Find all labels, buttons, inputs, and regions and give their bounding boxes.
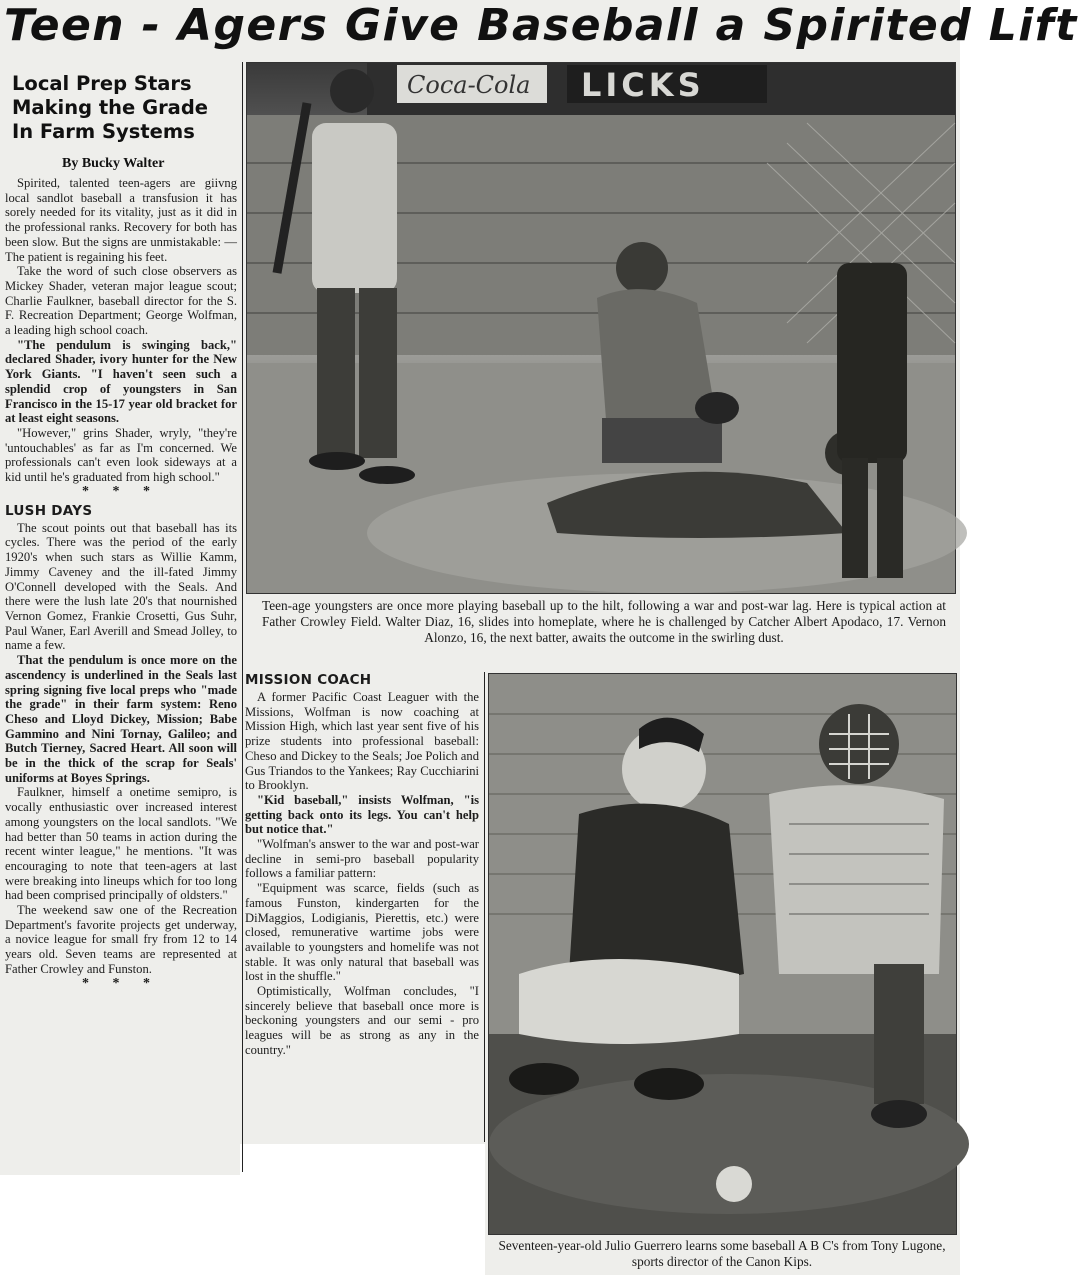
subhead-lush-days: LUSH DAYS (5, 502, 93, 519)
article-column-left (5, 176, 237, 991)
photo-home-plate-slide-drawing (247, 63, 955, 593)
section-divider-stars: * * * (82, 483, 160, 499)
photo-home-plate-slide (246, 62, 956, 594)
article-paragraph: The scout points out that baseball has its cycles. There was the period of the early 1920's when such stars as Willie Kamm, Jimmy Caveney and the ill-fated Jimmy O'Connell developed with the Seals. And there were the lush late 20's that nournished Vernon Gomez, Frankie Crosetti, Gus Suhr, Paul Waner, Earl Averill and Smead Jolley, to name a few. (5, 520, 237, 653)
article-paragraph: That the pendulum is once more on the ascendency is underlined in the Seals last spring signing five local preps who "made the grade" in their farm system: Reno Cheso and Lloyd Dickey, Mission; Babe Gammino and Nini Tornay, Galileo; and Butch Tierney, Sacred Heart. All soon will be in the thick of the scrap for Seals' uniforms at Boyes Springs. (5, 653, 237, 785)
section-divider-stars: * * * (82, 975, 160, 991)
article-paragraph: "The pendulum is swinging back," declared Shader, ivory hunter for the New York Giants. "I haven't seen such a splendid crop of youngsters in San Francisco in the 15-17 year old bracket for at least eight seasons. (5, 337, 237, 426)
baseball-icon (716, 1166, 752, 1202)
article-paragraph: "Equipment was scarce, fields (such as famous Funston, kindergarten for the DiMaggios, Lodigianis, Pierettis, etc.) were closed, remunerative wartime jobs were available to youngsters and homelife was not stable. It was only natural that baseball was lost in the shuffle." (245, 881, 479, 984)
article-paragraph: "However," grins Shader, wryly, "they're 'untouchables' as far as I'm concerned. We professionals can't even look sideways at a kid until he's graduated from high school." (5, 425, 237, 485)
article-paragraph: A former Pacific Coast Leaguer with the Missions, Wolfman is now coaching at Mission High, which last year sent five of his prize students into professional baseball: Cheso and Dickey to the Seals; Joe Polich and Gus Triandos to the Yankees; Ray Cucchiarini to Brooklyn. (245, 690, 479, 793)
photo-coach-and-catcher-drawing (489, 674, 956, 1234)
deck-headline: Local Prep Stars Making the Grade In Farm Systems (12, 72, 209, 143)
article-paragraph: Take the word of such close observers as Mickey Shader, veteran major league scout; Charlie Faulkner, baseball director for the S. F. Recreation Department; George Wolfman, a leading high school coach. (5, 264, 237, 338)
article-column-middle (245, 672, 479, 1058)
photo-caption-top: Teen-age youngsters are once more playing baseball up to the hilt, following a war and post-war lag. Here is typical action at Father Crowley Field. Walter Diaz, 16, slides into homeplate, where he is challenged by Catcher Albert Apodaco, 17. Vernon Alonzo, 16, the next batter, awaits the outcome in the swirling dust. (262, 598, 946, 645)
article-paragraph: The weekend saw one of the Recreation Department's favorite projects get underway, a novice league for small fry from 12 to 14 years old. Seven teams are represented at Father Crowley and Funston. (5, 903, 237, 976)
article-paragraph: Faulkner, himself a onetime semipro, is vocally enthusiastic over increased interest among youngsters on the local sandlots. "We had better than 50 teams in action during the recent winter league," he mentions. "It was encouraging to note that teen-agers at last were breaking into lineups which for too long had been comprised principally of oldsters." (5, 785, 237, 903)
sign-coca-cola: Coca-Cola (407, 71, 531, 99)
headline: Teen - Agers Give Baseball a Spirited Lift (4, 0, 1078, 51)
column-rule-left (242, 62, 243, 1172)
photo-coach-and-catcher (488, 673, 957, 1235)
column-rule-middle (484, 672, 485, 1142)
photo-caption-bottom: Seventeen-year-old Julio Guerrero learns some baseball A B C's from Tony Lugone, sports director of the Canon Kips. (498, 1238, 946, 1269)
subhead-mission-coach: MISSION COACH (245, 672, 372, 688)
byline: By Bucky Walter (62, 156, 165, 171)
article-paragraph: "Kid baseball," insists Wolfman, "is getting back onto its legs. You can't help but notice that." (245, 792, 479, 837)
sign-licks: LICKS (581, 66, 705, 104)
article-paragraph: Optimistically, Wolfman concludes, "I sincerely believe that baseball once more is beckoning youngsters and our semi - pro leagues will be as strong as any in the country." (245, 984, 479, 1057)
article-paragraph: "Wolfman's answer to the war and post-war decline in semi-pro baseball popularity follows a familiar pattern: (245, 837, 479, 881)
article-paragraph: Spirited, talented teen-agers are giivng local sandlot baseball a transfusion it has sorely needed for its vitality, just as it did in the professional ranks. Recovery for both has been slow. But the signs are unmistakable: — The patient is regaining his feet. (5, 176, 237, 264)
